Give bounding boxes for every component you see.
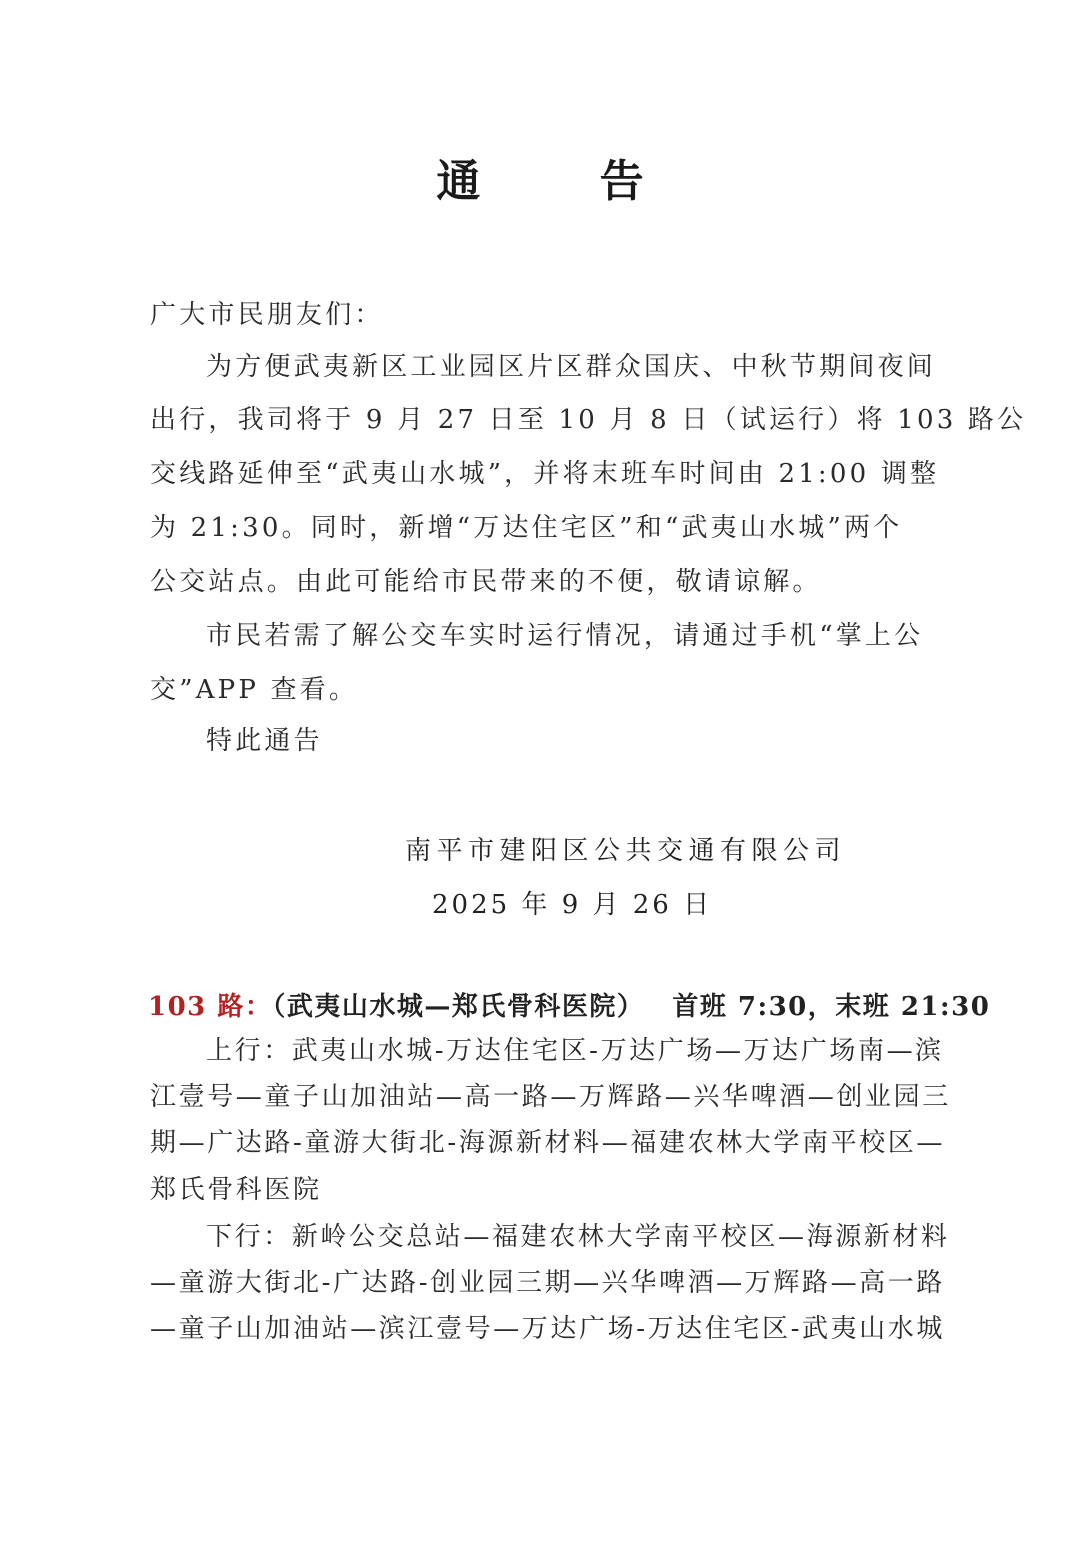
body-paragraph-1-line: 为 21:30。同时，新增“万达住宅区”和“武夷山水城”两个 [150,513,903,543]
body-paragraph-2-line: 市民若需了解公交车实时运行情况，请通过手机“掌上公 [206,621,924,651]
document-title: 通 告 [436,156,696,207]
route-up-line: 江壹号—童子山加油站—高一路—万辉路—兴华啤酒—创业园三 [150,1082,951,1112]
route-number: 103 路： [148,992,273,1022]
route-down-line: 下行：新岭公交总站—福建农林大学南平校区—海源新材料 [206,1222,950,1252]
salutation: 广大市民朋友们： [150,300,384,330]
route-endpoints: （武夷山水城—郑氏骨科医院） [272,992,645,1022]
body-paragraph-1-line: 出行，我司将于 9 月 27 日至 10 月 8 日（试运行）将 103 路公 [150,405,1027,435]
signature-company: 南平市建阳区公共交通有限公司 [405,836,847,866]
route-schedule: 首班 7:30，末班 21:30 [672,992,991,1022]
closing-text: 特此通告 [206,726,323,756]
route-up-line: 郑氏骨科医院 [150,1175,322,1205]
route-up-line: 期—广达路-童游大街北-海源新材料—福建农林大学南平校区— [150,1128,945,1158]
signature-date: 2025 年 9 月 26 日 [432,890,713,920]
route-header [148,986,990,1023]
body-paragraph-1-line: 为方便武夷新区工业园区片区群众国庆、中秋节期间夜间 [206,352,937,382]
route-down-line: —童游大街北-广达路-创业园三期—兴华啤酒—万辉路—高一路 [150,1268,945,1298]
route-up-line: 上行：武夷山水城-万达住宅区-万达广场—万达广场南—滨 [206,1036,944,1066]
body-paragraph-1-line: 交线路延伸至“武夷山水城”，并将末班车时间由 21:00 调整 [150,459,940,489]
route-down-line: —童子山加油站—滨江壹号—万达广场-万达住宅区-武夷山水城 [150,1314,945,1344]
body-paragraph-2-line: 交”APP 查看。 [150,675,359,705]
body-paragraph-1-line: 公交站点。由此可能给市民带来的不便，敬请谅解。 [150,567,822,597]
